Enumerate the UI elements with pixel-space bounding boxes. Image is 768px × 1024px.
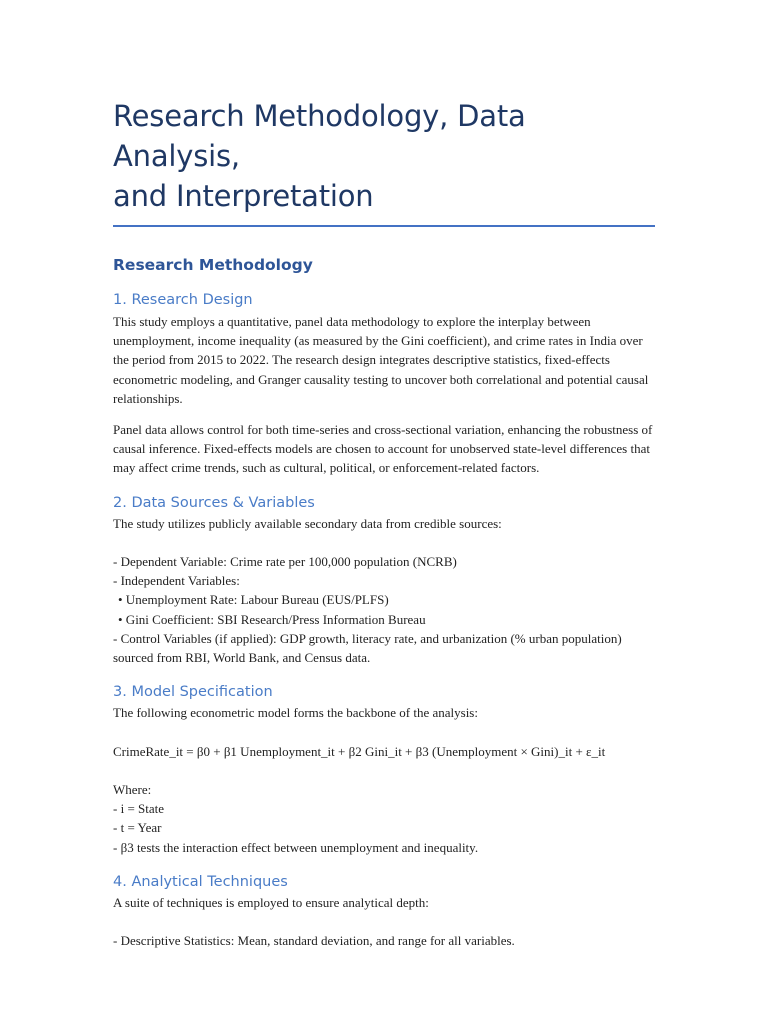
dependent-variable-line: - Dependent Variable: Crime rate per 100,000 population (NCRB) — [113, 554, 457, 570]
model-where-item: - i = State — [113, 801, 165, 817]
subsection-heading-research-design: 1. Research Design — [113, 292, 253, 308]
document-page — [113, 96, 655, 950]
techniques-intro: A suite of techniques is employed to ensure analytical depth: — [113, 894, 429, 910]
data-sources-intro: The study utilizes publicly available secondary data from credible sources: — [113, 515, 502, 531]
model-where-item: - t = Year — [113, 820, 162, 836]
technique-item: - Descriptive Statistics: Mean, standard deviation, and range for all variables. — [113, 933, 515, 949]
control-variables-line: - Control Variables (if applied): GDP growth, literacy rate, and urbanization (% urban population) sourced from RBI, World Bank, and Census data. — [113, 630, 625, 666]
document-title — [113, 96, 655, 227]
model-where-item: - β3 tests the interaction effect between unemployment and inequality. — [113, 839, 479, 855]
research-design-paragraph-2: Panel data allows control for both time-series and cross-sectional variation, enhancing the robustness of causal inference. Fixed-effects models are chosen to account for unobserved state-level differences that may affect crime trends, such as cultural, political, or enforcement-related factors. — [113, 422, 653, 476]
blank-line — [113, 761, 655, 780]
subsection-heading-model-specification: 3. Model Specification — [113, 684, 273, 701]
independent-variable-item: • Gini Coefficient: SBI Research/Press Information Bureau — [118, 611, 426, 627]
independent-variables-line: - Independent Variables: — [113, 573, 240, 589]
document-title-line-1: Research Methodology, Data Analysis, — [113, 99, 526, 173]
blank-line — [113, 533, 655, 552]
model-equation: CrimeRate_it = β0 + β1 Unemployment_it + β2 Gini_it + β3 (Unemployment × Gini)_it + ε_it — [113, 743, 606, 759]
model-where-label: Where: — [113, 782, 152, 798]
subsection-heading-data-sources: 2. Data Sources & Variables — [113, 494, 315, 511]
subsection-heading-analytical-techniques: 4. Analytical Techniques — [113, 873, 288, 890]
document-title-line-2: and Interpretation — [113, 179, 374, 213]
blank-line — [113, 912, 655, 931]
research-design-paragraph-1: This study employs a quantitative, panel data methodology to explore the interplay between unemployment, income inequality (as measured by the Gini coefficient), and crime rates in India over the period from 2015 to 2022. The research design integrates descriptive statistics, fixed-effects econometric modeling, and Granger causality testing to uncover both correlational and potential causal relationships. — [113, 314, 649, 406]
section-heading-research-methodology: Research Methodology — [113, 256, 313, 274]
blank-line — [113, 722, 655, 741]
model-intro: The following econometric model forms the backbone of the analysis: — [113, 705, 478, 721]
independent-variable-item: • Unemployment Rate: Labour Bureau (EUS/PLFS) — [118, 592, 389, 608]
